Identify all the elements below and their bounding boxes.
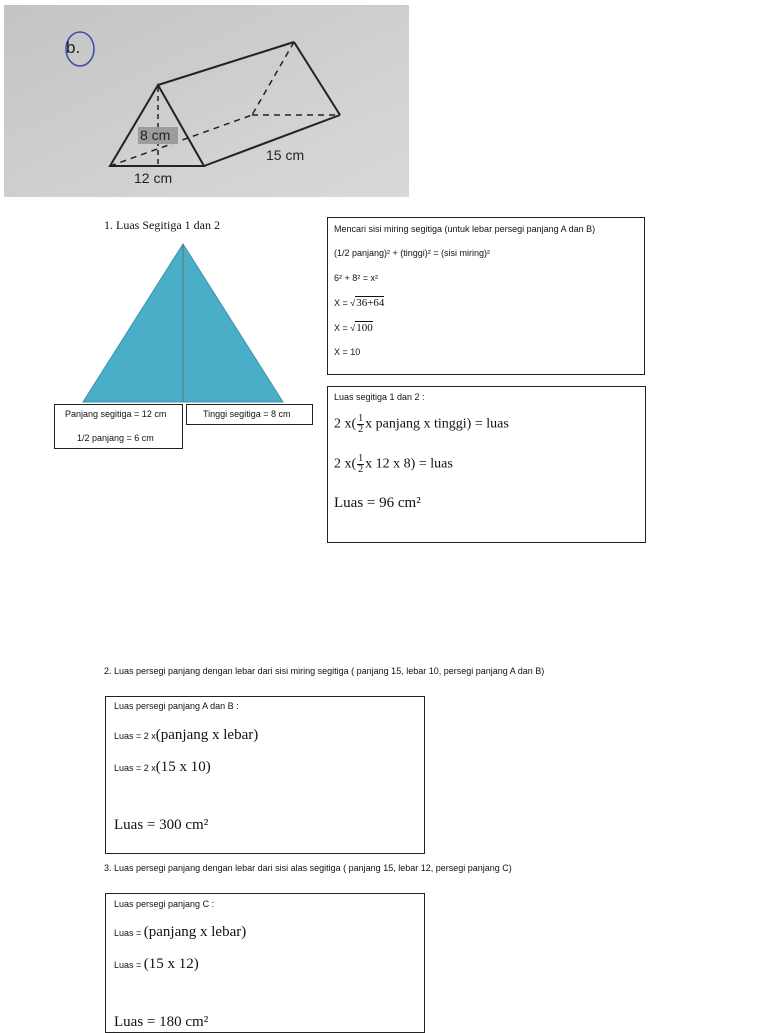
- section2-heading: 2. Luas persegi panjang dengan lebar dari sisi miring segitiga ( panjang 15, lebar 10, persegi panjang A dan B): [104, 666, 545, 676]
- tri-formula1: 2 x( $\frac{1}{2}$ x panjang x tinggi) = luas: [334, 413, 509, 435]
- panjang-box: [54, 404, 183, 449]
- photo-label: b.: [66, 38, 81, 57]
- section2-box: [105, 696, 425, 854]
- hyp-title: Mencari sisi miring segitiga (untuk lebar persegi panjang A dan B): [334, 224, 596, 234]
- section3-result: Luas = 180 cm²: [114, 1014, 209, 1030]
- section2-line1: Luas = 2 x(panjang x lebar): [114, 727, 259, 743]
- label-panjang: Panjang segitiga = 12 cm: [65, 409, 167, 419]
- prism-photo: [4, 5, 409, 197]
- section3-line2: Luas = (15 x 12): [114, 956, 199, 972]
- height-label: 8 cm: [140, 127, 171, 143]
- label-tinggi: Tinggi segitiga = 8 cm: [203, 409, 291, 419]
- hyp-line2: 6² + 8² = x²: [334, 273, 379, 283]
- tri-formula2: 2 x( $\frac{1}{2}$ x 12 x 8) = luas: [334, 453, 453, 475]
- triangle-area-box: [327, 386, 646, 543]
- hyp-line3: X = √36+64: [334, 297, 385, 309]
- tinggi-box: [186, 404, 313, 425]
- section2-box-title: Luas persegi panjang A dan B :: [114, 701, 239, 711]
- section2-line2: Luas = 2 x(15 x 10): [114, 759, 211, 775]
- length-label: 15 cm: [266, 147, 305, 163]
- section3-line1: Luas = (panjang x lebar): [114, 924, 247, 940]
- section1-heading: 1. Luas Segitiga 1 dan 2: [104, 218, 220, 232]
- section3-heading: 3. Luas persegi panjang dengan lebar dari sisi alas segitiga ( panjang 15, lebar 12, persegi panjang C): [104, 863, 512, 873]
- prism-drawing: [4, 5, 409, 197]
- hyp-line4: X = √100: [334, 322, 373, 334]
- section2-result: Luas = 300 cm²: [114, 817, 209, 833]
- hyp-line5: X = 10: [334, 347, 361, 357]
- section3-box-title: Luas persegi panjang C :: [114, 899, 215, 909]
- hypotenuse-box: [327, 217, 645, 375]
- triangle-diagram: [80, 242, 286, 404]
- hyp-line1: (1/2 panjang)² + (tinggi)² = (sisi miring)²: [334, 248, 491, 258]
- section3-box: [105, 893, 425, 1033]
- tri-area-title: Luas segitiga 1 dan 2 :: [334, 392, 425, 402]
- label-half: 1/2 panjang = 6 cm: [77, 433, 154, 443]
- tri-result: Luas = 96 cm²: [334, 495, 421, 511]
- base-label: 12 cm: [134, 170, 173, 186]
